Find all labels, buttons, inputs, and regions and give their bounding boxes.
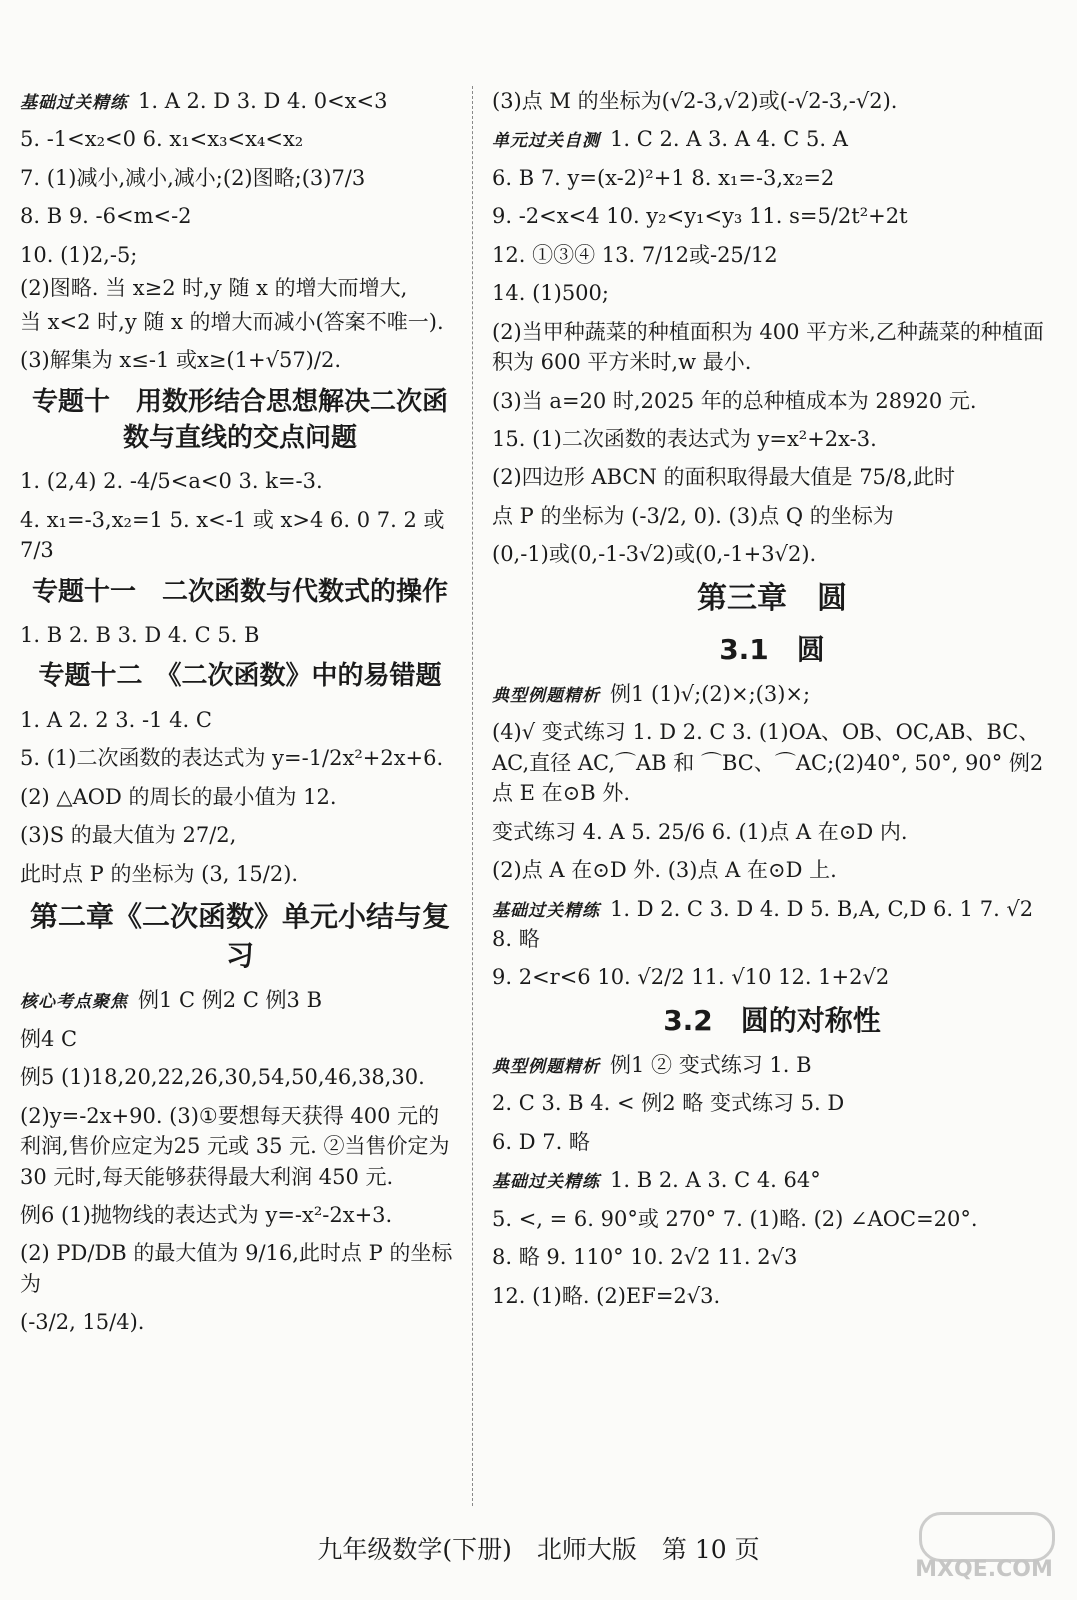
answer-line: 6. B 7. y=(x-2)²+1 8. x₁=-3,x₂=2 [492, 165, 835, 190]
answer-line: (2)四边形 ABCN 的面积取得最大值是 75/8,此时 [492, 465, 956, 490]
answer-line: (2)点 A 在⊙D 外. (3)点 A 在⊙D 上. [492, 858, 837, 883]
answer-line: 变式练习 4. A 5. 25/6 6. (1)点 A 在⊙D 内. [492, 819, 908, 844]
answer-text: 例1 C 例2 C 例3 B [138, 988, 323, 1013]
section-tag: 基础过关精练 [492, 900, 600, 921]
section-tag: 核心考点聚焦 [20, 992, 128, 1013]
answer-line: (2) PD/DB 的最大值为 9/16,此时点 P 的坐标为 [20, 1241, 453, 1296]
chapter-title: 第三章 圆 [697, 580, 847, 616]
answer-line: 2. C 3. B 4. < 例2 略 变式练习 5. D [492, 1091, 845, 1116]
chapter-review-title: 第二章《二次函数》单元小结与复习 [29, 900, 450, 973]
answer-line: 此时点 P 的坐标为 (3, 15/2). [20, 861, 299, 886]
watermark-logo [909, 1512, 1059, 1582]
answer-line: (2)当甲种蔬菜的种植面积为 400 平方米,乙种蔬菜的种植面积为 600 平方米时,w 最小. [492, 319, 1044, 375]
answer-line: 5. (1)二次函数的表达式为 y=-1/2x²+2x+6. [20, 746, 444, 771]
answer-line: 8. B 9. -6<m<-2 [20, 204, 192, 229]
section-title: 3.2 圆的对称性 [663, 1003, 881, 1037]
answer-line: 12. ①③④ 13. 7/12或-25/12 [492, 242, 778, 267]
answer-text: 例1 ② 变式练习 1. B [610, 1053, 812, 1077]
answer-text: 1. A 2. D 3. D 4. 0<x<3 [138, 89, 388, 113]
answer-text: 1. B 2. A 3. C 4. 64° [610, 1168, 821, 1193]
answer-line: 5. <, = 6. 90°或 270° 7. (1)略. (2) ∠AOC=20°. [492, 1206, 978, 1231]
answer-line: 9. -2<x<4 10. y₂<y₁<y₃ 11. s=5/2t²+2t [492, 204, 908, 229]
answer-text: 1. D 2. C 3. D 4. D 5. B,A, C,D 6. 1 7. √2 8. 略 [492, 896, 1034, 951]
section-tag: 典型例题精析 [492, 685, 600, 706]
answer-line [492, 1050, 1052, 1080]
answer-line: 例4 C [20, 1026, 78, 1051]
answer-line: 5. -1<x₂<0 6. x₁<x₃<x₄<x₂ [20, 127, 304, 152]
answer-line: 9. 2<r<6 10. √2/2 11. √10 12. 1+2√2 [492, 965, 890, 990]
answer-line: 1. (2,4) 2. -4/5<a<0 3. k=-3. [20, 469, 323, 494]
answer-line [492, 679, 1052, 709]
topic-title: 专题十 用数形结合思想解决二次函数与直线的交点问题 [31, 386, 448, 453]
answer-line: 点 P 的坐标为 (-3/2, 0). (3)点 Q 的坐标为 [492, 503, 894, 528]
answer-line: (-3/2, 15/4). [20, 1310, 145, 1335]
answer-line: (3)解集为 x≤-1 或x≥(1+√57)/2. [20, 348, 341, 373]
right-column [492, 86, 1052, 1319]
section-tag: 单元过关自测 [492, 131, 600, 152]
answer-text: 例1 (1)√;(2)×;(3)×; [610, 681, 811, 706]
answer-line [20, 985, 460, 1015]
answer-line [492, 1165, 1052, 1195]
answer-line: 12. (1)略. (2)EF=2√3. [492, 1283, 721, 1308]
answer-line: 7. (1)减小,减小,减小;(2)图略;(3)7/3 [20, 165, 366, 190]
answer-line: 1. A 2. 2 3. -1 4. C [20, 707, 212, 732]
answer-line: 6. D 7. 略 [492, 1129, 590, 1154]
left-column [20, 86, 460, 1346]
section-tag: 典型例题精析 [492, 1057, 600, 1077]
section-tag: 基础过关精练 [20, 93, 128, 113]
answer-line: 1. B 2. B 3. D 4. C 5. B [20, 622, 260, 647]
topic-title: 专题十二 《二次函数》中的易错题 [38, 661, 442, 692]
answer-line: 4. x₁=-3,x₂=1 5. x<-1 或 x>4 6. 0 7. 2 或 7/3 [20, 507, 445, 563]
answer-line: (2) △AOD 的周长的最小值为 12. [20, 784, 337, 809]
answer-line: (0,-1)或(0,-1-3√2)或(0,-1+3√2). [492, 542, 817, 567]
answer-line: 15. (1)二次函数的表达式为 y=x²+2x-3. [492, 426, 877, 451]
answer-line: (2)y=-2x+90. (3)①要想每天获得 400 元的利润,售价应定为25 元或 35 元. ②当售价定为 30 元时,每天能够获得最大利润 450 元. [20, 1103, 450, 1189]
answer-line [492, 124, 1052, 154]
answer-text: 1. C 2. A 3. A 4. C 5. A [610, 127, 848, 152]
answer-line: 当 x<2 时,y 随 x 的增大而减小(答案不唯一). [20, 309, 444, 334]
section-title: 3.1 圆 [719, 632, 825, 666]
answer-line: (4)√ 变式练习 1. D 2. C 3. (1)OA、OB、OC,AB、BC、AC,直径 AC,⌒AB 和 ⌒BC、⌒AC;(2)40°, 50°, 90° 例2 点 E 在⊙B 外. [492, 720, 1044, 806]
section-tag: 基础过关精练 [492, 1172, 600, 1193]
topic-title: 专题十一 二次函数与代数式的操作 [31, 576, 448, 607]
answer-line: (3)点 M 的坐标为(√2-3,√2)或(-√2-3,-√2). [492, 89, 898, 113]
page-footer: 九年级数学(下册) 北师大版 第 10 页 [317, 1535, 760, 1564]
answer-line: (3)S 的最大值为 27/2, [20, 823, 237, 848]
answer-line [492, 894, 1052, 955]
answer-line [20, 86, 460, 116]
answer-line: (3)当 a=20 时,2025 年的总种植成本为 28920 元. [492, 388, 977, 413]
answer-line: 14. (1)500; [492, 281, 609, 306]
answer-line: 例6 (1)抛物线的表达式为 y=-x²-2x+3. [20, 1203, 393, 1227]
answer-line: 8. 略 9. 110° 10. 2√2 11. 2√3 [492, 1245, 798, 1270]
watermark-text: MXQE.COM [915, 1557, 1053, 1582]
watermark-badge-icon [919, 1512, 1055, 1562]
answer-line: 10. (1)2,-5; [20, 242, 138, 267]
answer-line: 例5 (1)18,20,22,26,30,54,50,46,38,30. [20, 1065, 425, 1090]
column-divider [472, 86, 473, 1506]
answer-line: (2)图略. 当 x≥2 时,y 随 x 的增大而增大, [20, 276, 408, 301]
